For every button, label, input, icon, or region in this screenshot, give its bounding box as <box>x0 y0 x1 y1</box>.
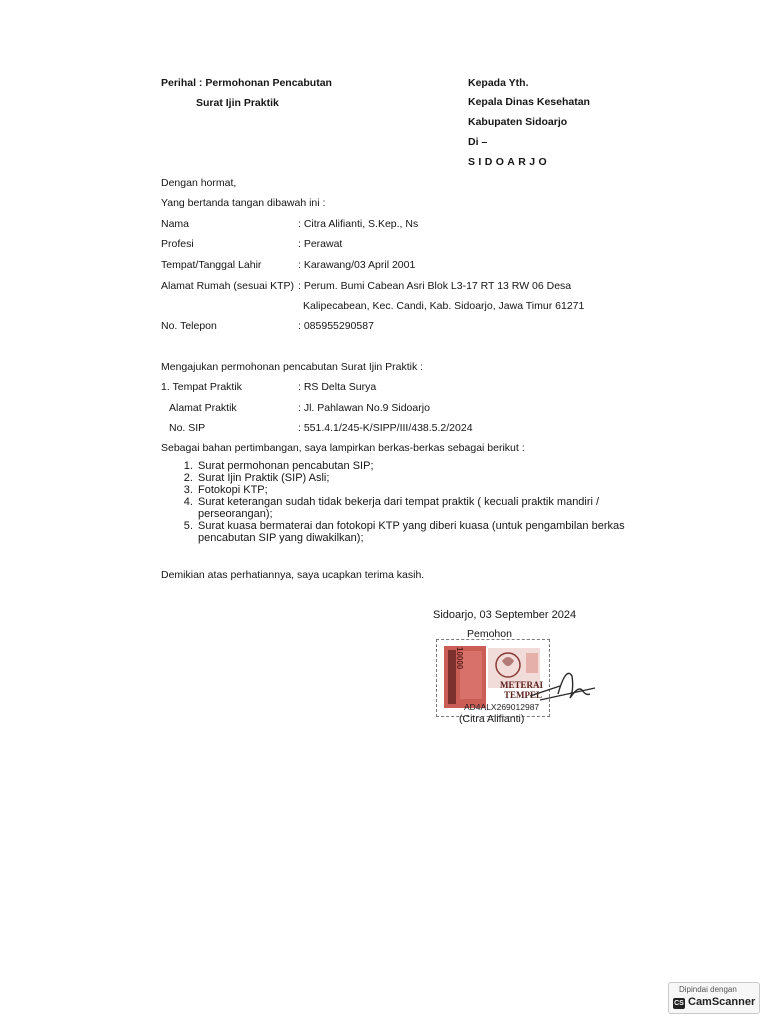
list-item: 1. Surat permohonan pencabutan SIP; <box>196 460 626 472</box>
recipient-line-1: Kepada Yth. <box>468 77 529 89</box>
practice-label-sip: No. SIP <box>169 422 206 434</box>
applicant-label-phone: No. Telepon <box>161 320 217 332</box>
camscanner-logo-icon: CS <box>674 1000 684 1007</box>
practice-value-address: : Jl. Pahlawan No.9 Sidoarjo <box>298 402 430 414</box>
list-item: 2. Surat Ijin Praktik (SIP) Asli; <box>196 472 626 484</box>
practice-label-address: Alamat Praktik <box>169 402 237 414</box>
perihal-line-2: Surat Ijin Praktik <box>196 97 279 109</box>
closing-text: Demikian atas perhatiannya, saya ucapkan terima kasih. <box>161 569 425 581</box>
applicant-value-name: : Citra Alifianti, S.Kep., Ns <box>298 218 419 230</box>
attachments-list <box>162 460 626 544</box>
practice-label-place: 1. Tempat Praktik <box>161 381 242 393</box>
applicant-value-address: : Perum. Bumi Cabean Asri Blok L3-17 RT 13 RW 06 Desa <box>298 280 572 292</box>
recipient-line-2: Kepala Dinas Kesehatan <box>468 96 590 108</box>
recipient-line-4: Di – <box>468 136 488 148</box>
perihal-line-1: Perihal : Permohonan Pencabutan <box>161 77 332 89</box>
stamp-label-2: TEMPEL <box>504 690 543 700</box>
applicant-value-address-cont: Kalipecabean, Kec. Candi, Kab. Sidoarjo, Jawa Timur 61271 <box>303 300 585 312</box>
list-item: 4. Surat keterangan sudah tidak bekerja dari tempat praktik ( kecuali praktik mandiri / perseorangan); <box>196 496 626 520</box>
scanner-subtitle: Dipindai dengan <box>679 985 737 994</box>
attachments-intro: Sebagai bahan pertimbangan, saya lampirkan berkas-berkas sebagai berikut : <box>161 442 525 454</box>
list-item: 5. Surat kuasa bermaterai dan fotokopi KTP yang diberi kuasa (untuk pengambilan berkas pencabutan SIP yang diwakilkan); <box>196 520 626 544</box>
signer-role: Pemohon <box>467 628 512 640</box>
stamp-label-1: METERAI <box>500 680 544 690</box>
signature-scribble <box>500 656 600 716</box>
greeting: Dengan hormat, <box>161 177 237 189</box>
signer-name: (Citra Alifianti) <box>459 713 525 725</box>
practice-value-sip: : 551.4.1/245-K/SIPP/III/438.5.2/2024 <box>298 422 473 434</box>
place-date: Sidoarjo, 03 September 2024 <box>433 609 577 621</box>
applicant-label-address: Alamat Rumah (sesuai KTP) <box>161 280 295 292</box>
stamp-amount: 10000 <box>455 647 464 670</box>
camscanner-watermark <box>668 982 760 1014</box>
applicant-label-name: Nama <box>161 218 190 230</box>
recipient-line-3: Kabupaten Sidoarjo <box>468 116 568 128</box>
applicant-label-profession: Profesi <box>161 238 194 250</box>
applicant-label-birth: Tempat/Tanggal Lahir <box>161 259 262 271</box>
request-intro: Mengajukan permohonan pencabutan Surat Ijin Praktik : <box>161 361 424 373</box>
recipient-city: SIDOARJO <box>468 156 551 168</box>
practice-value-place: : RS Delta Surya <box>298 381 377 393</box>
applicant-value-profession: : Perawat <box>298 238 343 250</box>
stamp-serial: AD4ALX269012987 <box>464 702 540 712</box>
intro-text: Yang bertanda tangan dibawah ini : <box>161 197 326 209</box>
scanner-name: CamScanner <box>688 996 756 1008</box>
applicant-value-phone: : 085955290587 <box>298 320 374 332</box>
list-item: 3. Fotokopi KTP; <box>196 484 626 496</box>
applicant-value-birth: : Karawang/03 April 2001 <box>298 259 416 271</box>
